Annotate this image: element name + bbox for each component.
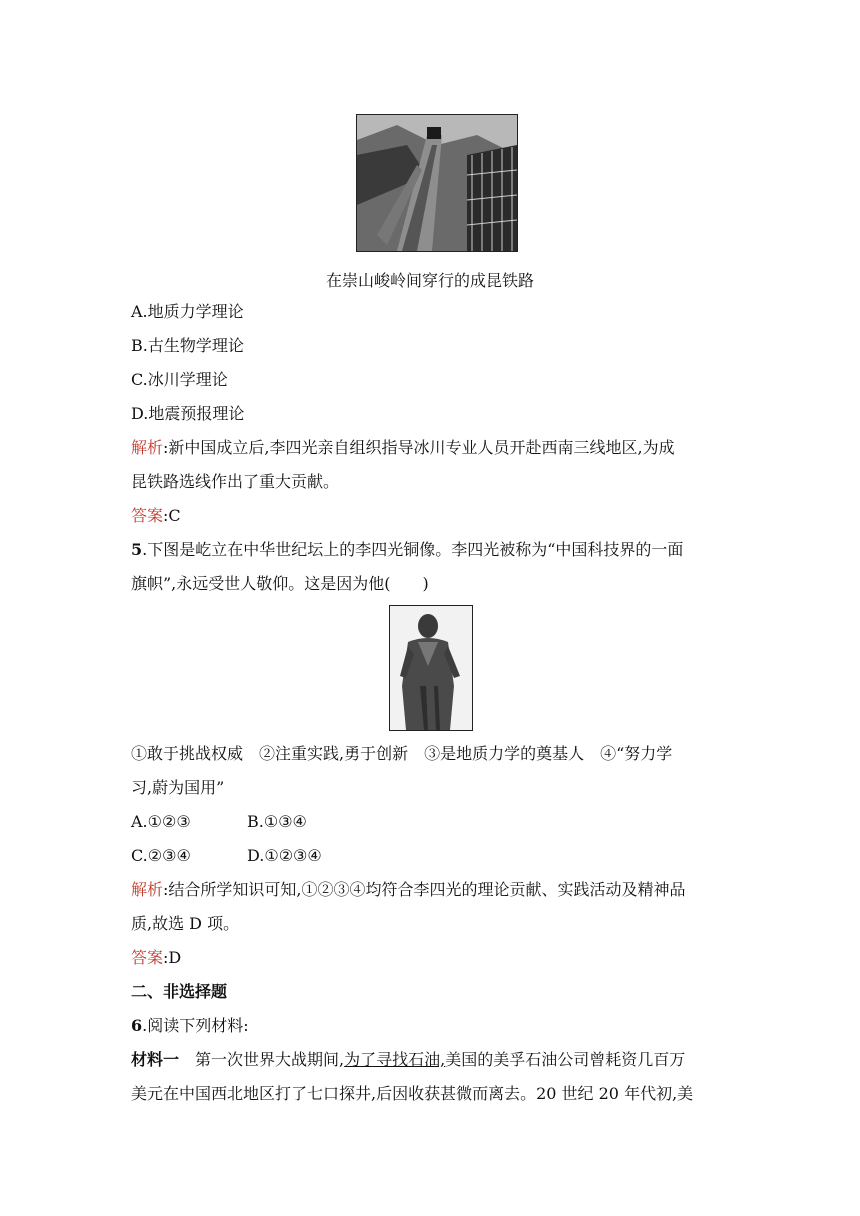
railway-photo xyxy=(356,114,518,252)
q6-material1-line1 xyxy=(131,1050,731,1070)
answer-label: 答案 xyxy=(131,948,164,967)
material-text-cont: 美国的美孚石油公司曾耗资几百万 xyxy=(445,1050,686,1069)
q5-options-row2 xyxy=(131,846,731,866)
q4-analysis-line2: 昆铁路选线作出了重大贡献。 xyxy=(131,472,340,491)
question-number: 5 xyxy=(131,540,143,559)
option-d: D.①②③④ xyxy=(247,846,322,865)
material-underline: 为了寻找石油, xyxy=(344,1050,446,1069)
answer-label: 答案 xyxy=(131,506,164,525)
analysis-text: :结合所学知识可知,①②③④均符合李四光的理论贡献、实践活动及精神品 xyxy=(163,880,686,899)
question-stem-cont: 旗帜”,永远受世人敬仰。这是因为他( xyxy=(131,574,391,593)
q4-answer xyxy=(131,506,731,526)
q5-stem-line1 xyxy=(131,540,731,560)
material-text: 第一次世界大战期间, xyxy=(179,1050,345,1069)
option-b: B.古生物学理论 xyxy=(131,336,244,355)
question-stem: .阅读下列材料: xyxy=(142,1016,249,1035)
section-heading: 二、非选择题 xyxy=(131,982,228,1001)
railway-photo-graphic xyxy=(357,115,517,251)
statue-photo xyxy=(389,605,473,731)
q5-analysis-line2: 质,故选 D 项。 xyxy=(131,914,240,933)
option-b: B.①③④ xyxy=(247,812,307,831)
option-c: C.②③④ xyxy=(131,846,191,865)
q5-stem-line2 xyxy=(131,574,731,594)
material-label: 材料一 xyxy=(131,1050,180,1069)
statue-photo-graphic xyxy=(390,606,472,730)
option-a: A.地质力学理论 xyxy=(131,302,244,321)
option-d: D.地震预报理论 xyxy=(131,404,245,423)
option-c: C.冰川学理论 xyxy=(131,370,228,389)
q6-stem xyxy=(131,1016,731,1036)
analysis-text: :新中国成立后,李四光亲自组织指导冰川专业人员开赴西南三线地区,为成 xyxy=(163,438,675,457)
q5-options-row1 xyxy=(131,812,731,832)
q5-analysis-line1 xyxy=(131,880,731,900)
q4-analysis-line1 xyxy=(131,438,731,458)
answer-value: :D xyxy=(163,948,182,967)
question-number: 6 xyxy=(131,1016,143,1035)
figure-caption: 在崇山峻岭间穿行的成昆铁路 xyxy=(325,271,534,290)
question-stem: .下图是屹立在中华世纪坛上的李四光铜像。李四光被称为“中国科技界的一面 xyxy=(142,540,684,559)
q5-statements-line1: ①敢于挑战权威 ②注重实践,勇于创新 ③是地质力学的奠基人 ④“努力学 xyxy=(131,744,673,763)
q5-statements-line2: 习,蔚为国用” xyxy=(131,778,225,797)
answer-value: :C xyxy=(163,506,181,525)
q5-answer xyxy=(131,948,731,968)
option-a: A.①②③ xyxy=(131,812,191,831)
question-stem-close: ) xyxy=(422,574,429,593)
analysis-label: 解析 xyxy=(131,880,164,899)
q6-material1-line2: 美元在中国西北地区打了七口探井,后因收获甚微而离去。20 世纪 20 年代初,美 xyxy=(131,1084,694,1103)
analysis-label: 解析 xyxy=(131,438,164,457)
